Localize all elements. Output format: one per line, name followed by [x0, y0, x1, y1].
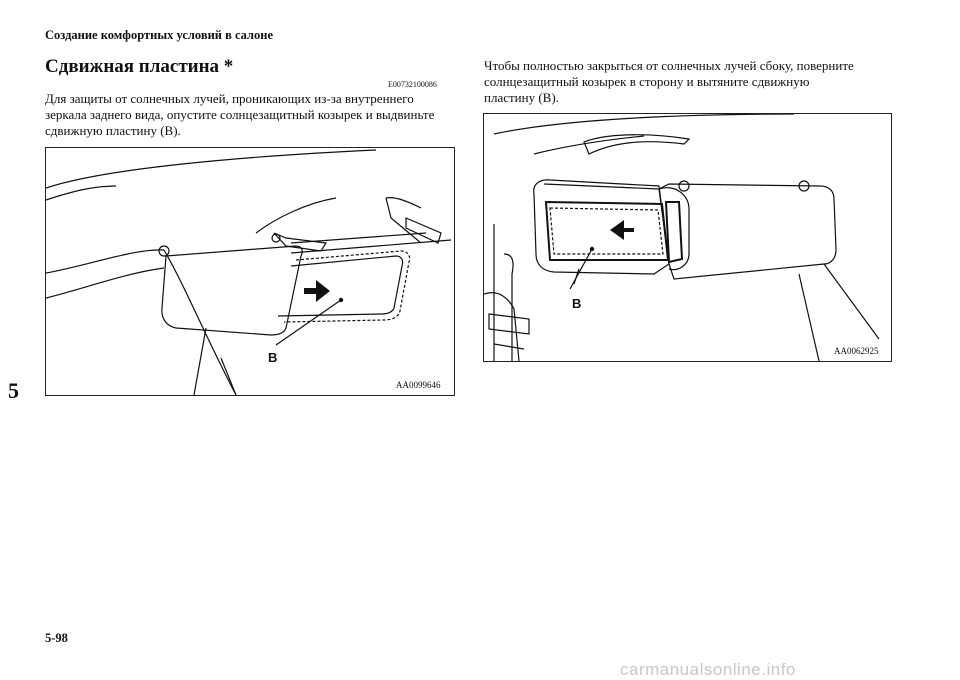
right-line: пластину (B).: [484, 90, 559, 105]
chapter-number: 5: [8, 378, 19, 403]
left-line: зеркала заднего вида, опустите солнцезащитный козырек и выдвиньте: [45, 107, 435, 122]
running-head: Создание комфортных условий в салоне: [45, 28, 274, 42]
visor-side-illustration: [484, 114, 891, 361]
section-title: Сдвижная пластина *: [45, 56, 234, 77]
figure-code: AA0062925: [834, 346, 879, 356]
slide-out-arrow-icon: [610, 220, 634, 240]
right-line: Чтобы полностью закрыться от солнечных лучей сбоку, поверните: [484, 58, 854, 73]
slide-out-arrow-icon: [304, 280, 330, 302]
left-paragraph: [45, 91, 455, 139]
figure-code: AA0099646: [396, 380, 441, 390]
figure-label: B: [268, 350, 278, 365]
figure-visor-front: [45, 147, 455, 396]
right-paragraph: [484, 58, 904, 106]
watermark: carmanualsonline.info: [620, 660, 796, 679]
section-code: E00732100086: [388, 80, 437, 89]
page-number: 5-98: [45, 631, 68, 645]
left-line: сдвижную пластину (B).: [45, 123, 181, 138]
figure-label: B: [572, 296, 582, 311]
left-line: Для защиты от солнечных лучей, проникающих из-за внутреннего: [45, 91, 414, 106]
right-line: солнцезащитный козырек в сторону и вытяните сдвижную: [484, 74, 810, 89]
figure-visor-side: [483, 113, 892, 362]
visor-front-illustration: [46, 148, 454, 395]
